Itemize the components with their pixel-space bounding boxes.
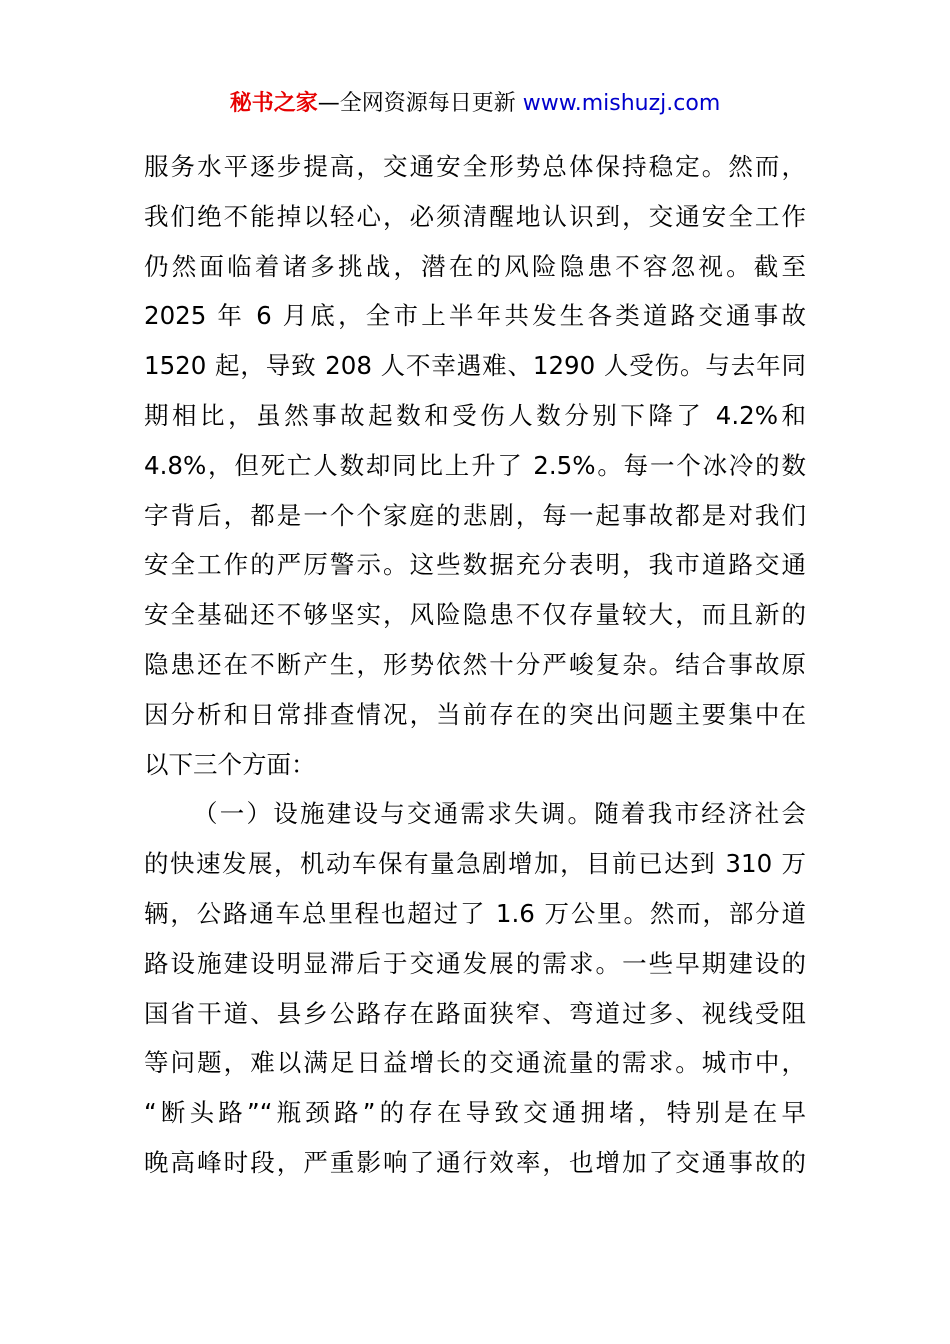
header-tagline: 全网资源每日更新 [339,91,516,116]
text-line: 字背后，都是一个个家庭的悲剧，每一起事故都是对我们 [144,500,806,530]
section-heading-line: （一）设施建设与交通需求失调。随着我市经济社会 [193,799,806,829]
text-line: 仍然面临着诸多挑战，潜在的风险隐患不容忽视。截至 [144,251,806,281]
text-line: 辆，公路通车总里程也超过了 1.6 万公里。然而，部分道 [144,898,806,928]
text-line: 服务水平逐步提高，交通安全形势总体保持稳定。然而， [144,152,806,181]
text-line: 4.8%，但死亡人数却同比上升了 2.5%。每一个冰冷的数 [144,450,806,480]
text-line: 路设施建设明显滞后于交通发展的需求。一些早期建设的 [144,948,806,978]
text-line: 安全基础还不够坚实，风险隐患不仅存量较大，而且新的 [144,600,806,630]
text-line: 期相比，虽然事故起数和受伤人数分别下降了 4.2%和 [144,400,806,430]
text-line: 隐患还在不断产生，形势依然十分严峻复杂。结合事故原 [144,649,806,679]
text-line: 2025 年 6 月底，全市上半年共发生各类道路交通事故 [144,301,806,331]
site-header [0,88,950,120]
text-line: 1520 起，导致 208 人不幸遇难、1290 人受伤。与去年同 [144,351,806,381]
site-url-link[interactable]: www.mishuzj.com [522,91,721,116]
header-dash: — [317,91,340,116]
text-line: 安全工作的严厉警示。这些数据充分表明，我市道路交通 [144,550,806,580]
text-line: 因分析和日常排查情况，当前存在的突出问题主要集中在 [144,699,806,729]
text-line: 的快速发展，机动车保有量急剧增加，目前已达到 310 万 [144,849,806,879]
text-line: 等问题，难以满足日益增长的交通流量的需求。城市中， [144,1048,806,1078]
brand-name: 秘书之家 [229,91,318,116]
text-line: 晚高峰时段，严重影响了通行效率，也增加了交通事故的 [144,1147,806,1177]
text-line: 我们绝不能掉以轻心，必须清醒地认识到，交通安全工作 [144,201,806,231]
text-line: 以下三个方面： [144,749,316,779]
text-line: “断头路”“瓶颈路”的存在导致交通拥堵，特别是在早 [144,1098,806,1128]
text-line: 国省干道、县乡公路存在路面狭窄、弯道过多、视线受阻 [144,998,806,1028]
document-body [144,142,806,1188]
